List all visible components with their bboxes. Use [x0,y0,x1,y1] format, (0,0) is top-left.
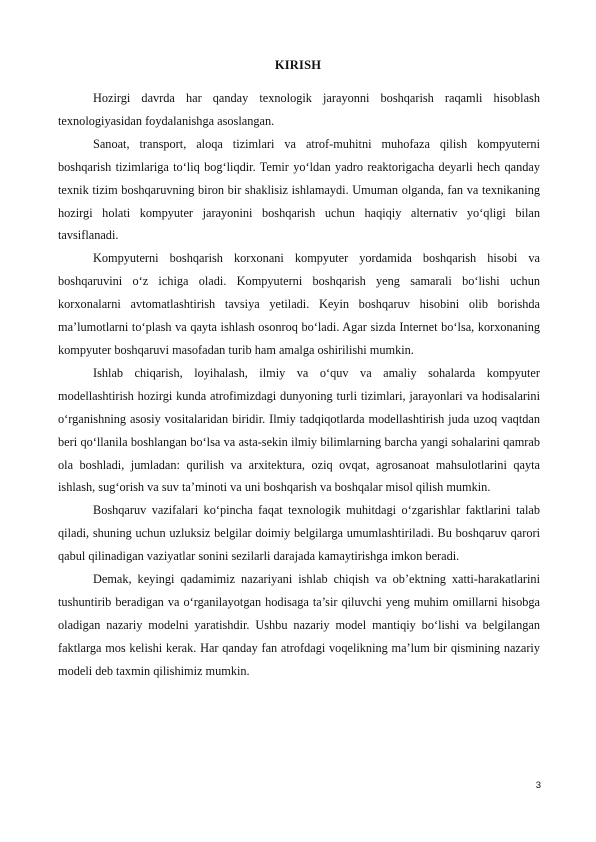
page-number: 3 [535,780,541,791]
page-title: KIRISH [274,58,322,72]
paragraph: Demak, keyingi qadamimiz nazariyani ishlab chiqish va ob’ektning xatti-harakatlarini tushuntirib beradigan va o‘rganilayotgan hodisaga ta’sir qiluvchi yeng muhim omillarni hisobga oladigan nazariy modelni yaratishdir. Ushbu nazariy model mantiqiy bo‘lishi va belgilangan faktlarga mos kelishi kerak. Har qanday fan atrofdagi voqelikning ma’lum bir qismining nazariy modeli deb taxmin qilishimiz mumkin. [58,572,540,678]
body-text [58,87,540,683]
paragraph: Kompyuterni boshqarish korxonani kompyuter yordamida boshqarish hisobi va boshqaruvini o‘z ichiga oladi. Kompyuterni boshqarish yeng samarali bo‘lishi uchun korxonalarni avtomatlashtirish tavsiya yetiladi. Keyin boshqaruv hisobini olib borishda ma’lumotlarni to‘plash va qayta ishlash osonroq bo‘ladi. Agar sizda Internet bo‘lsa, korxonaning kompyuter boshqaruvi masofadan turib ham amalga oshirilishi mumkin. [58,251,540,357]
paragraph: Hozirgi davrda har qanday texnologik jarayonni boshqarish raqamli hisoblash texnologiyasidan foydalanishga asoslangan. [58,91,540,128]
paragraph: Ishlab chiqarish, loyihalash, ilmiy va o‘quv va amaliy sohalarda kompyuter modellashtirish hozirgi kunda atrofimizdagi dunyoning turli tizimlari, jarayonlari va hodisalarini o‘rganishning asosiy vositalaridan biridir. Ilmiy tadqiqotlarda modellashtirish juda uzoq vaqtdan beri qo‘llanila boshlangan bo‘lsa va asta-sekin ilmiy bilimlarning barcha yangi sohalarini qamrab ola boshladi, jumladan: qurilish va arxitektura, oziq ovqat, agrosanoat mahsulotlarini qayta ishlash, sug‘orish va suv ta’minoti va uni boshqarish va boshqalar misol qilish mumkin. [58,365,540,495]
paragraph: Boshqaruv vazifalari ko‘pincha faqat texnologik muhitdagi o‘zgarishlar faktlarini talab qiladi, shuning uchun uzluksiz belgilar doimiy belgilarga umumlashtiriladi. Bu boshqaruv qarori qabul qilinadigan vaziyatlar sonini sezilarli darajada kamaytirishga imkon beradi. [58,503,540,564]
paragraph: Sanoat, transport, aloqa tizimlari va atrof-muhitni muhofaza qilish kompyuterni boshqarish tizimlariga to‘liq bog‘liqdir. Temir yo‘ldan yadro reaktorigacha deyarli hech qanday texnik tizim boshqaruvning biron bir shaklisiz ishlamaydi. Umuman olganda, fan va texnikaning hozirgi holati kompyuter jarayonini boshqarish uchun haqiqiy alternativ yo‘qligi bilan tavsiflanadi. [58,136,540,243]
